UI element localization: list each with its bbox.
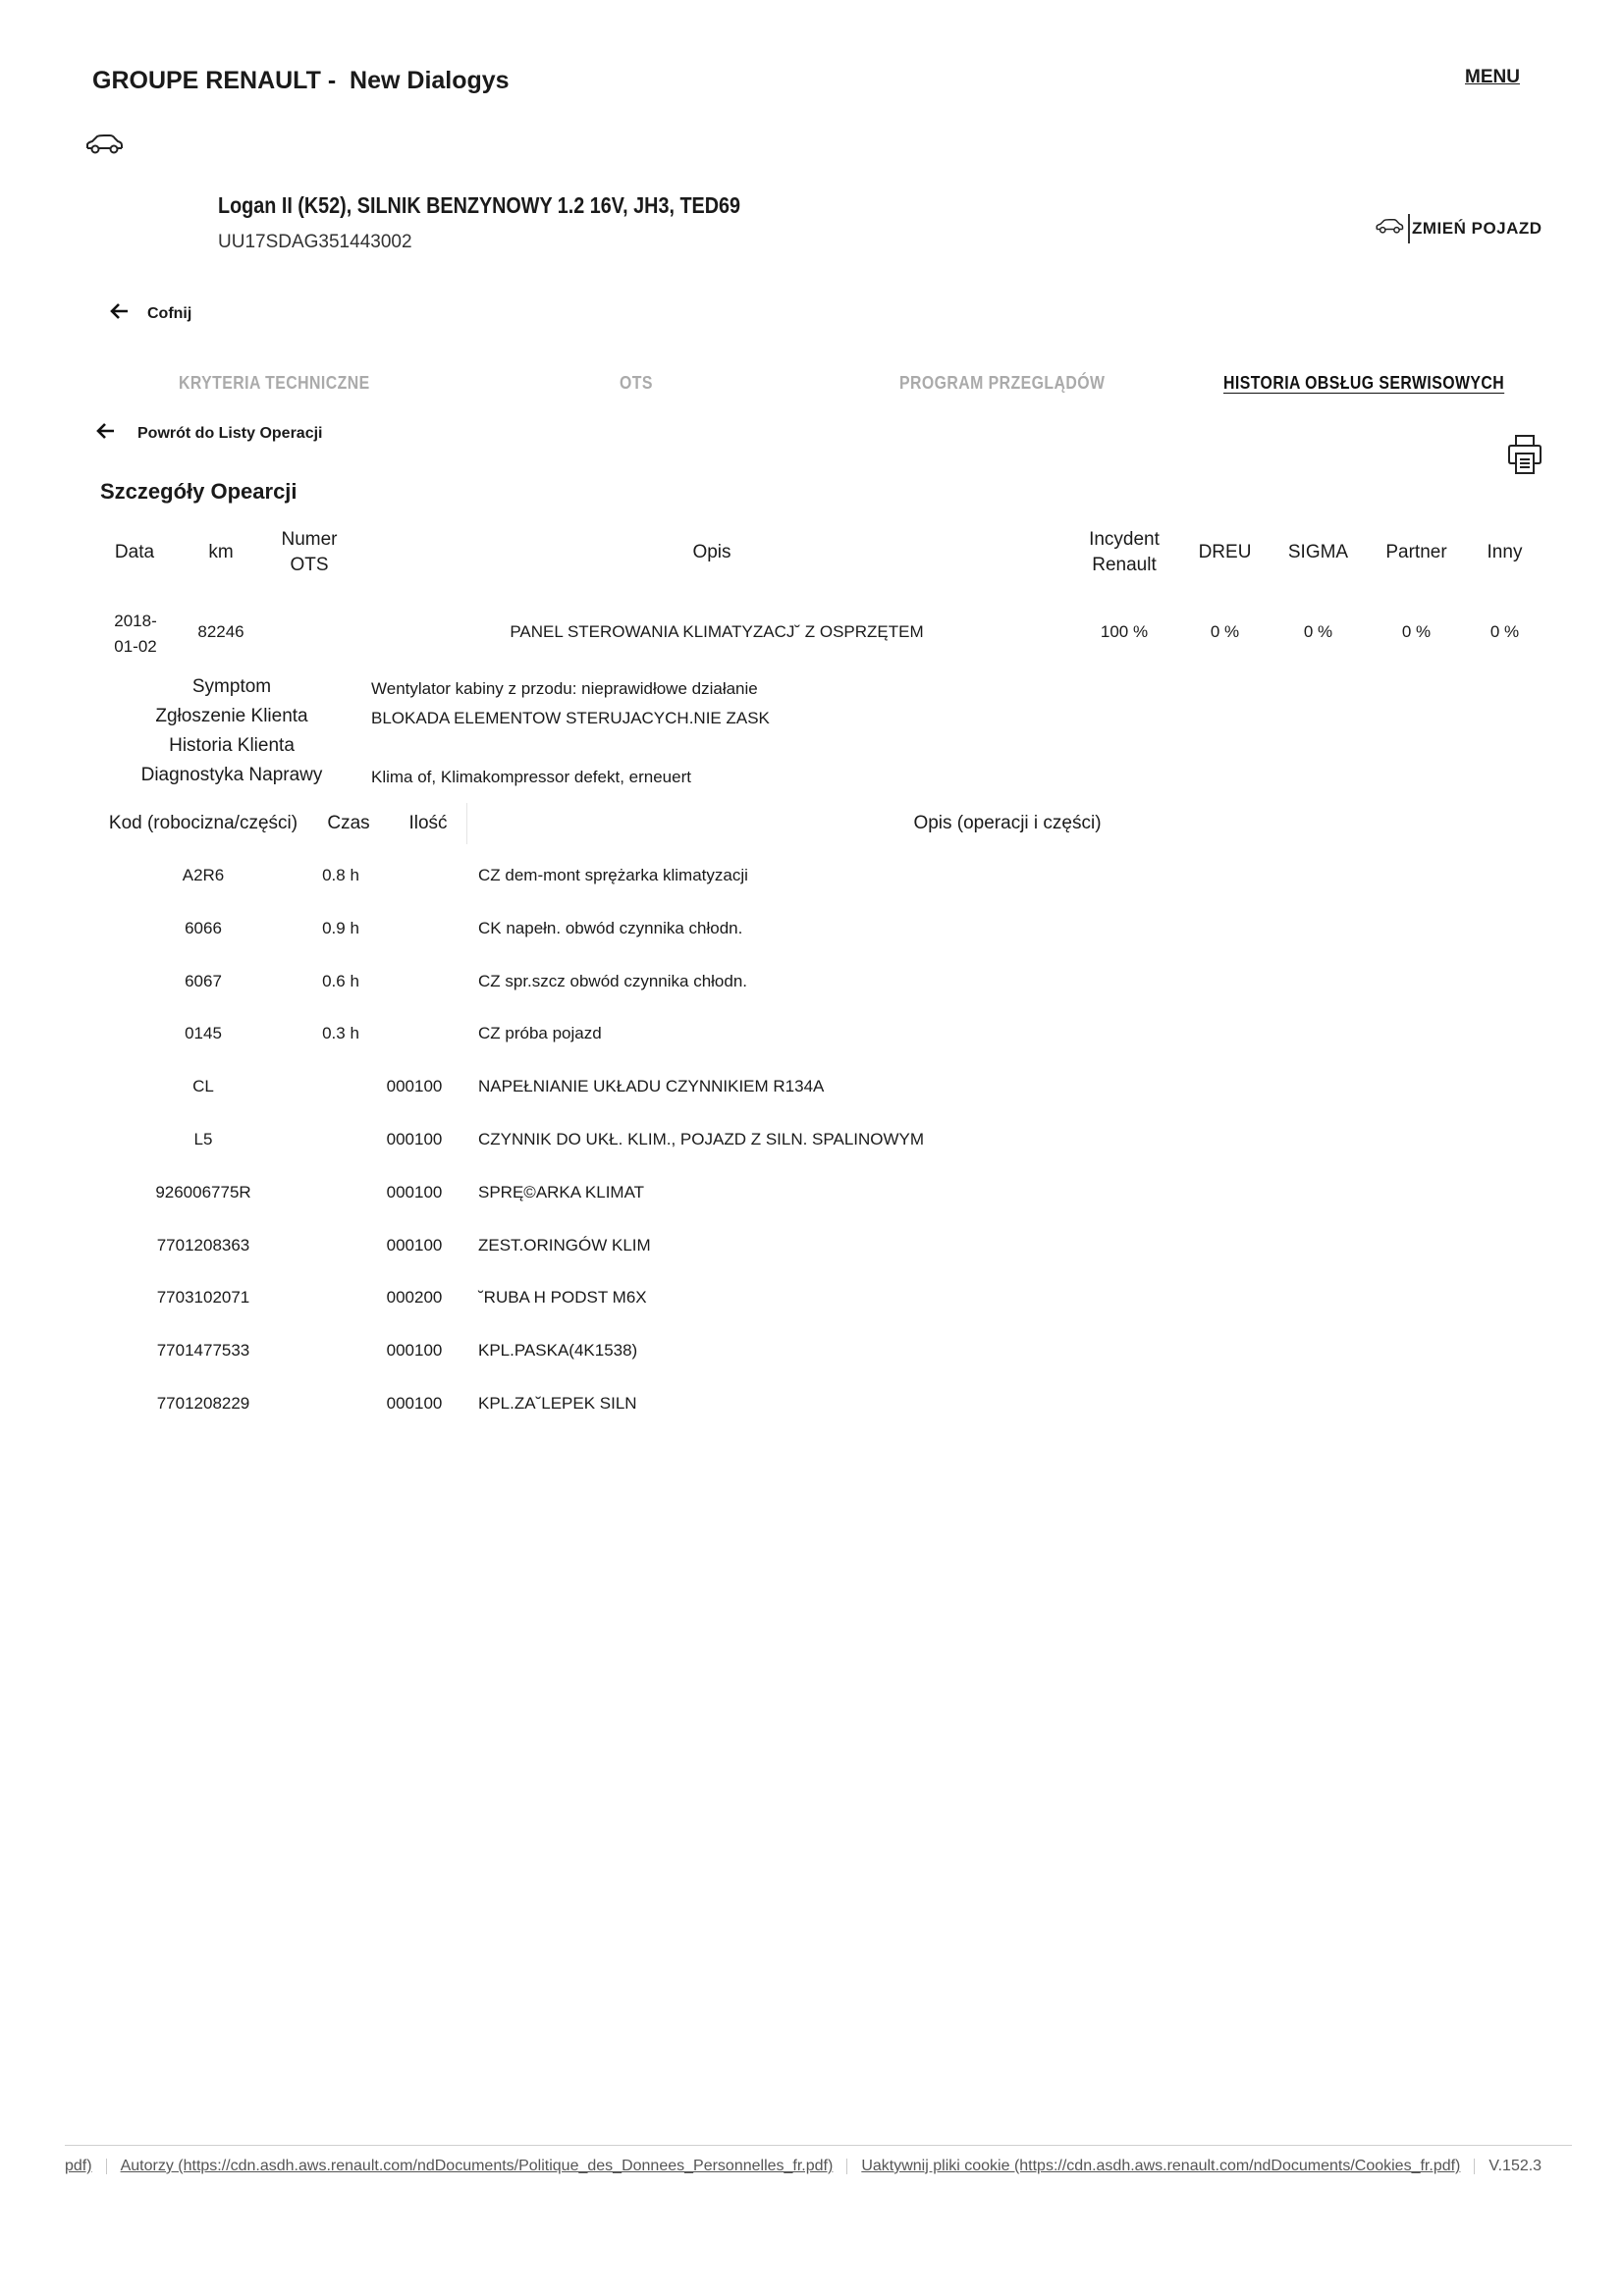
change-vehicle-button[interactable] xyxy=(1375,214,1542,243)
operation-quantity: 000200 xyxy=(386,1288,443,1307)
divider xyxy=(1408,214,1410,243)
operation-quantity: 000100 xyxy=(386,1183,443,1201)
col-header-km: km xyxy=(208,542,234,562)
symptom-value: Wentylator kabiny z przodu: nieprawidłowe działanie xyxy=(371,679,758,698)
operation-description: CZ spr.szcz obwód czynnika chłodn. xyxy=(478,972,748,990)
col-header-other: Inny xyxy=(1487,542,1523,562)
back-to-list-label: Powrót do Listy Operacji xyxy=(137,424,323,442)
operation-quantity: 000100 xyxy=(386,1394,443,1413)
diagnosis-value: Klima of, Klimakompressor defekt, erneuert xyxy=(371,768,691,786)
row-other: 0 % xyxy=(1489,622,1520,641)
table-row xyxy=(100,1183,644,1202)
footer-divider xyxy=(65,2145,1572,2146)
app-title: GROUPE RENAULT - New Dialogys xyxy=(92,67,510,94)
diagnosis-label: Diagnostyka Naprawy xyxy=(140,765,323,785)
symptom-label: Symptom xyxy=(191,676,272,697)
operation-code: L5 xyxy=(193,1130,213,1148)
menu-button[interactable]: MENU xyxy=(1465,67,1520,87)
table-row xyxy=(100,1236,651,1255)
operation-code: 926006775R xyxy=(155,1183,251,1201)
row-sigma: 0 % xyxy=(1303,622,1333,641)
col-header-ots: Numer OTS xyxy=(281,529,338,575)
arrow-left-icon xyxy=(110,302,130,325)
print-icon[interactable] xyxy=(1507,434,1542,480)
operation-code: 7701208363 xyxy=(156,1236,250,1255)
footer-link-partial[interactable]: pdf) xyxy=(65,2158,92,2174)
table-row xyxy=(100,1288,647,1308)
table-row xyxy=(100,1394,637,1414)
ops-header-time: Czas xyxy=(327,813,370,833)
ops-header-qty: Ilość xyxy=(408,813,448,833)
operation-time: 0.6 h xyxy=(322,972,359,990)
tab-technical-criteria[interactable]: KRYTERIA TECHNICZNE xyxy=(179,373,370,393)
divider xyxy=(846,2159,847,2174)
history-label: Historia Klienta xyxy=(169,735,295,756)
vehicle-name: Logan II (K52), SILNIK BENZYNOWY 1.2 16V, JH3, TED69 xyxy=(218,192,741,218)
table-row xyxy=(100,1130,924,1149)
operation-description: CZ próba pojazd xyxy=(478,1024,602,1042)
col-header-description: Opis xyxy=(692,542,731,562)
operation-description: ˘RUBA H PODST M6X xyxy=(478,1288,647,1307)
table-row xyxy=(100,866,748,885)
ops-header-description: Opis (operacji i części) xyxy=(913,813,1102,833)
operation-code: 7703102071 xyxy=(156,1288,250,1307)
operation-quantity: 000100 xyxy=(386,1341,443,1360)
operation-code: 0145 xyxy=(185,1024,222,1042)
tab-maintenance-program[interactable]: PROGRAM PRZEGLĄDÓW xyxy=(899,373,1106,393)
col-header-partner: Partner xyxy=(1385,542,1447,562)
operation-code: 6067 xyxy=(185,972,222,990)
operation-description: CK napełn. obwód czynnika chłodn. xyxy=(478,919,743,937)
table-row xyxy=(100,919,742,938)
operation-description: CZ dem-mont sprężarka klimatyzacji xyxy=(478,866,748,884)
table-row xyxy=(100,972,747,991)
row-incident: 100 % xyxy=(1100,622,1149,641)
operation-description: NAPEŁNIANIE UKŁADU CZYNNIKIEM R134A xyxy=(478,1077,825,1095)
col-header-date: Data xyxy=(114,542,155,562)
section-title: Szczegóły Opearcji xyxy=(100,479,298,504)
operation-time: 0.3 h xyxy=(322,1024,359,1042)
table-row xyxy=(100,1024,602,1043)
col-header-incident: Incydent Renault xyxy=(1089,529,1160,575)
operation-code: A2R6 xyxy=(182,866,225,884)
change-vehicle-label: ZMIEŃ POJAZD xyxy=(1412,219,1542,238)
operation-description: CZYNNIK DO UKŁ. KLIM., POJAZD Z SILN. SPALINOWYM xyxy=(478,1130,925,1148)
divider xyxy=(1474,2159,1475,2174)
back-button[interactable] xyxy=(110,302,191,325)
tab-ots[interactable]: OTS xyxy=(620,373,653,393)
footer xyxy=(65,2158,1542,2175)
operation-quantity: 000100 xyxy=(386,1077,443,1095)
operation-time: 0.9 h xyxy=(322,919,359,937)
footer-link-cookies[interactable]: Uaktywnij pliki cookie (https://cdn.asdh.aws.renault.com/ndDocuments/Cookies_fr.pdf) xyxy=(861,2158,1461,2174)
operation-time: 0.8 h xyxy=(322,866,359,884)
back-to-list-button[interactable] xyxy=(96,422,322,445)
complaint-value: BLOKADA ELEMENTOW STERUJACYCH.NIE ZASK xyxy=(371,709,770,727)
row-description: PANEL STEROWANIA KLIMATYZACJ˘ Z OSPRZĘTEM xyxy=(510,622,924,641)
vehicle-vin: UU17SDAG351443002 xyxy=(218,232,412,252)
operation-description: SPRĘ©ARKA KLIMAT xyxy=(478,1183,645,1201)
ops-header-code: Kod (robocizna/części) xyxy=(108,813,298,833)
col-header-dreu: DREU xyxy=(1198,542,1252,562)
row-km: 82246 xyxy=(197,622,244,641)
operation-description: KPL.ZA˘LEPEK SILN xyxy=(478,1394,637,1413)
operation-quantity: 000100 xyxy=(386,1130,443,1148)
operation-quantity: 000100 xyxy=(386,1236,443,1255)
operation-description: KPL.PASKA(4K1538) xyxy=(478,1341,638,1360)
back-label: Cofnij xyxy=(147,304,192,322)
operation-code: CL xyxy=(192,1077,214,1095)
divider xyxy=(466,803,467,844)
row-dreu: 0 % xyxy=(1210,622,1240,641)
operation-code: 7701208229 xyxy=(156,1394,250,1413)
operation-description: ZEST.ORINGÓW KLIM xyxy=(478,1236,651,1255)
operation-code: 7701477533 xyxy=(156,1341,250,1360)
arrow-left-icon xyxy=(96,422,116,445)
row-date: 2018- 01-02 xyxy=(114,612,157,656)
table-row xyxy=(100,1077,824,1096)
tab-service-history[interactable]: HISTORIA OBSŁUG SERWISOWYCH xyxy=(1223,373,1505,393)
row-partner: 0 % xyxy=(1401,622,1432,641)
divider xyxy=(106,2159,107,2174)
version-label: V.152.3 xyxy=(1488,2158,1542,2174)
car-icon xyxy=(1375,218,1404,240)
car-icon xyxy=(84,133,124,160)
operation-code: 6066 xyxy=(185,919,222,937)
complaint-label: Zgłoszenie Klienta xyxy=(155,706,308,726)
col-header-sigma: SIGMA xyxy=(1287,542,1349,562)
table-row xyxy=(100,1341,637,1361)
footer-link-authors[interactable]: Autorzy (https://cdn.asdh.aws.renault.com/ndDocuments/Politique_des_Donnees_Personnelles_fr.pdf) xyxy=(120,2158,834,2174)
